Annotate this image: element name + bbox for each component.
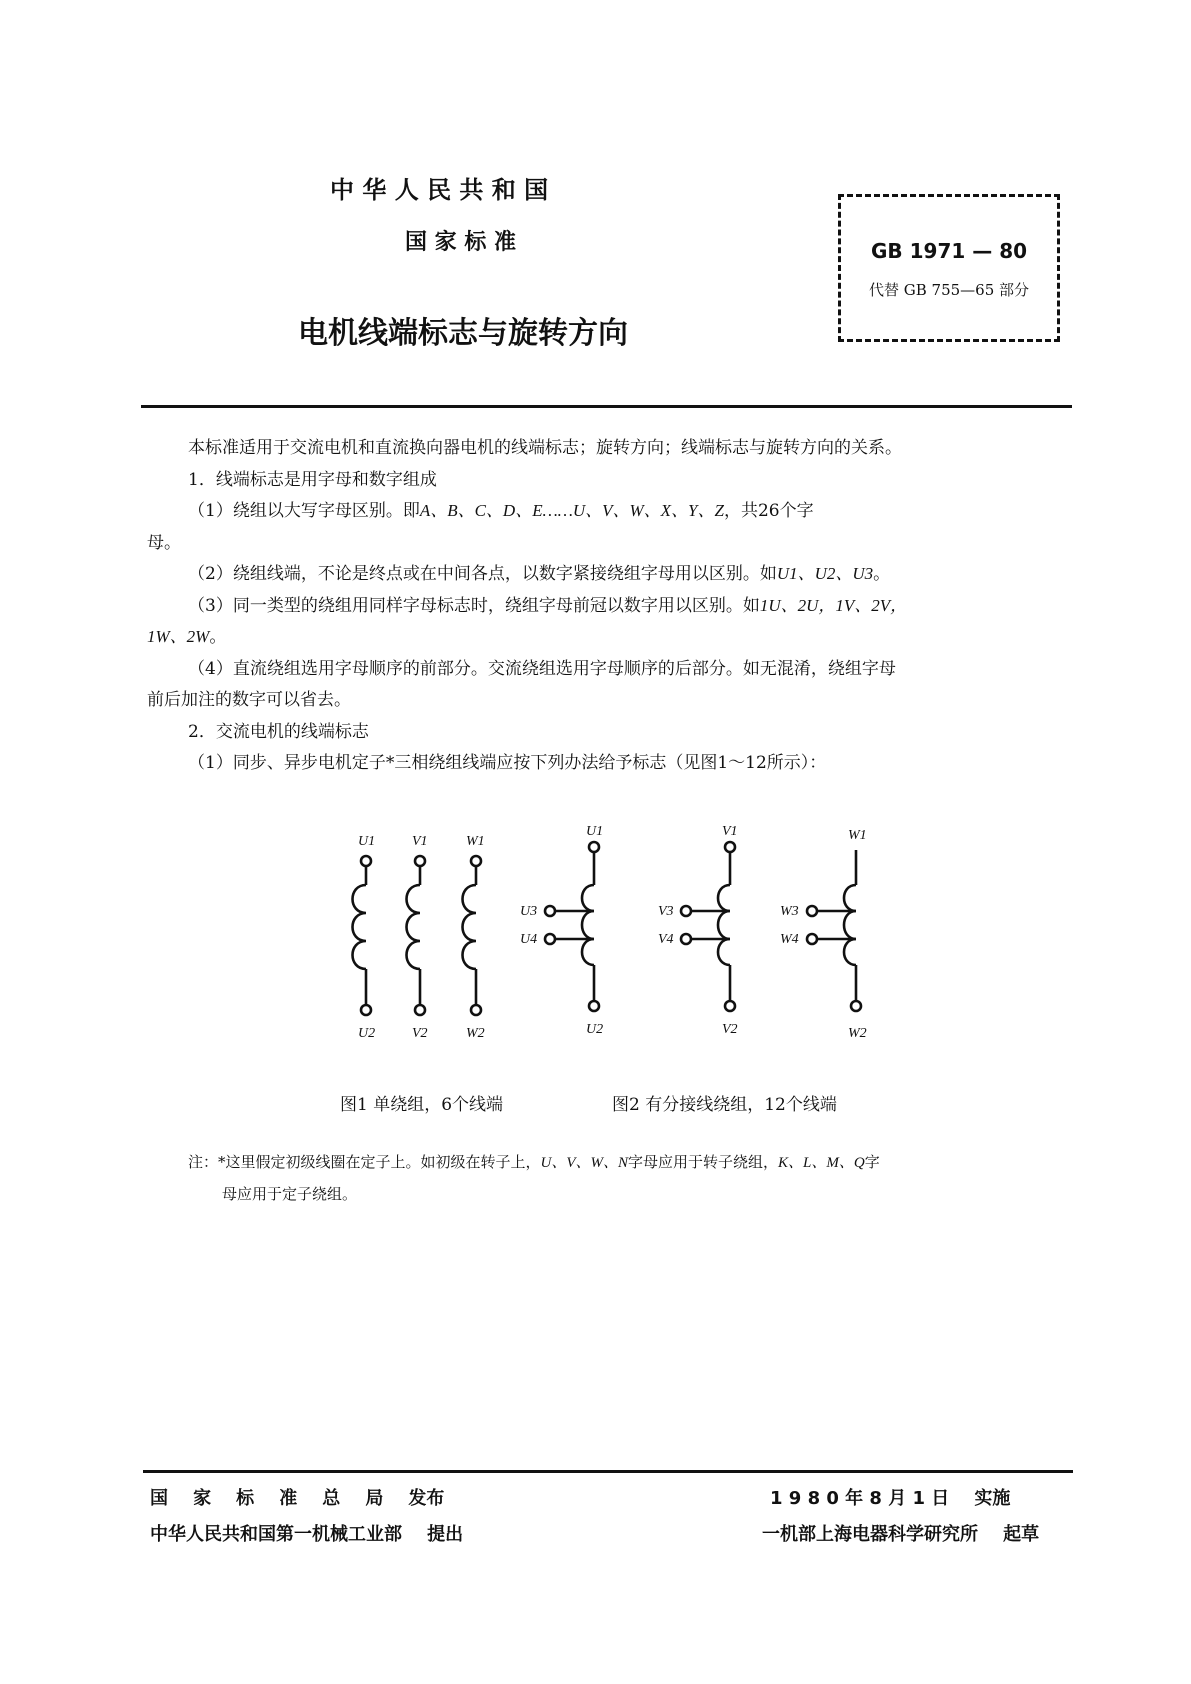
footer-drafter: 一机部上海电器科学研究所 起草: [762, 1524, 1040, 1545]
item-1-3-cont-marks: 1W、2W: [147, 627, 210, 646]
fig1-w-top-label: W1: [466, 834, 485, 849]
fig2-w-bottom-label: W2: [848, 1026, 867, 1041]
standard-type: 国 家 标 准: [405, 230, 516, 255]
fig1-u-bottom-label: U2: [358, 1026, 376, 1041]
footnote-text-2: 字母应用于转子绕组，: [628, 1153, 779, 1171]
footer-effective-date: 1 9 8 0 年 8 月 1 日 实施: [770, 1488, 1011, 1509]
fig2-coil-u: [545, 842, 599, 1011]
item-1-3-continuation: [147, 623, 226, 651]
item-1-2-text: （2）绕组线端，不论是终点或在中间各点，以数字紧接绕组字母用以区别。如: [188, 564, 777, 584]
fig2-v-tap2-label: V4: [658, 932, 674, 947]
footnote-continuation: 母应用于定子绕组。: [222, 1185, 358, 1203]
fig1-coil-u: [353, 856, 372, 1015]
item-2-1: （1）同步、异步电机定子*三相绕组线端应按下列办法给予标志（见图1～12所示）：: [188, 753, 827, 773]
item-1-1: [188, 497, 814, 525]
page-title: 电机线端标志与旋转方向: [298, 316, 628, 351]
fig2-u-tap2-label: U4: [520, 932, 538, 947]
fig1-coil-v: [407, 856, 426, 1015]
footer-proposer: 中华人民共和国第一机械工业部 提出: [150, 1524, 464, 1545]
fig2-u-bottom-label: U2: [586, 1022, 604, 1037]
item-1-3-text: （3）同一类型的绕组用同样字母标志时，绕组字母前冠以数字用以区别。如: [188, 596, 760, 616]
item-1-4-continuation: 前后加注的数字可以省去。: [147, 690, 351, 710]
standard-number-box: [838, 194, 1060, 342]
footer-divider: [143, 1470, 1073, 1473]
footnote-text-3: 字: [864, 1153, 880, 1171]
fig2-w-top-label: W1: [848, 828, 867, 843]
winding-diagrams: [330, 815, 950, 1045]
standard-number: GB 1971 — 80: [871, 239, 1028, 263]
item-1-1-letters: A、B、C、D、E……U、V、W、X、Y、Z: [419, 501, 724, 520]
fig2-u-top-label: U1: [586, 824, 604, 839]
replaces-note: 代替 GB 755—65 部分: [869, 281, 1030, 299]
fig2-v-tap1-label: V3: [658, 904, 674, 919]
footnote: [188, 1148, 880, 1177]
fig1-coil-w: [463, 856, 482, 1015]
footnote-letters-1: U、V、W、N: [540, 1155, 629, 1171]
item-1-2-marks: U1、U2、U3: [776, 564, 874, 583]
fig1-w-bottom-label: W2: [466, 1026, 485, 1041]
fig1-u-top-label: U1: [358, 834, 376, 849]
item-1-4: （4）直流绕组选用字母顺序的前部分。交流绕组选用字母顺序的后部分。如无混淆，绕组字母: [188, 659, 896, 679]
item-1-1-continuation: 母。: [147, 533, 181, 553]
fig2-coil-w: [807, 850, 861, 1011]
footnote-text: *这里假定初级线圈在定子上。如初级在转子上，: [218, 1153, 541, 1171]
country-name: 中 华 人 民 共 和 国: [330, 176, 549, 204]
item-1-3-marks: 1U、2U，1V、2V，: [759, 596, 908, 615]
header-divider: [141, 405, 1072, 408]
item-1-1-text: （1）绕组以大写字母区别。即: [188, 501, 420, 521]
fig2-caption: 图2 有分接线绕组，12个线端: [612, 1095, 837, 1115]
section-2-heading: 2．交流电机的线端标志: [188, 722, 369, 742]
intro-paragraph: 本标准适用于交流电机和直流换向器电机的线端标志；旋转方向；线端标志与旋转方向的关系。: [188, 438, 902, 458]
item-1-3-cont-end: 。: [209, 627, 227, 647]
fig1-v-bottom-label: V2: [412, 1026, 428, 1041]
fig1-caption: 图1 单绕组，6个线端: [340, 1095, 504, 1115]
footnote-letters-2: K、L、M、Q: [778, 1155, 865, 1171]
fig2-coil-v: [681, 842, 735, 1011]
item-1-1-tail: ，共26个字: [723, 501, 814, 521]
section-1-heading: 1．线端标志是用字母和数字组成: [188, 470, 437, 490]
fig2-u-tap1-label: U3: [520, 904, 538, 919]
footnote-label: 注：: [188, 1153, 219, 1171]
footer-issuer: 国 家 标 准 总 局 发布: [150, 1488, 445, 1509]
item-1-3: [188, 592, 907, 620]
fig2-v-top-label: V1: [722, 824, 738, 839]
fig2-v-bottom-label: V2: [722, 1022, 738, 1037]
item-1-2: [188, 560, 890, 588]
fig1-v-top-label: V1: [412, 834, 428, 849]
fig2-w-tap1-label: W3: [780, 904, 799, 919]
fig2-w-tap2-label: W4: [780, 932, 799, 947]
item-1-2-end: 。: [873, 564, 891, 584]
